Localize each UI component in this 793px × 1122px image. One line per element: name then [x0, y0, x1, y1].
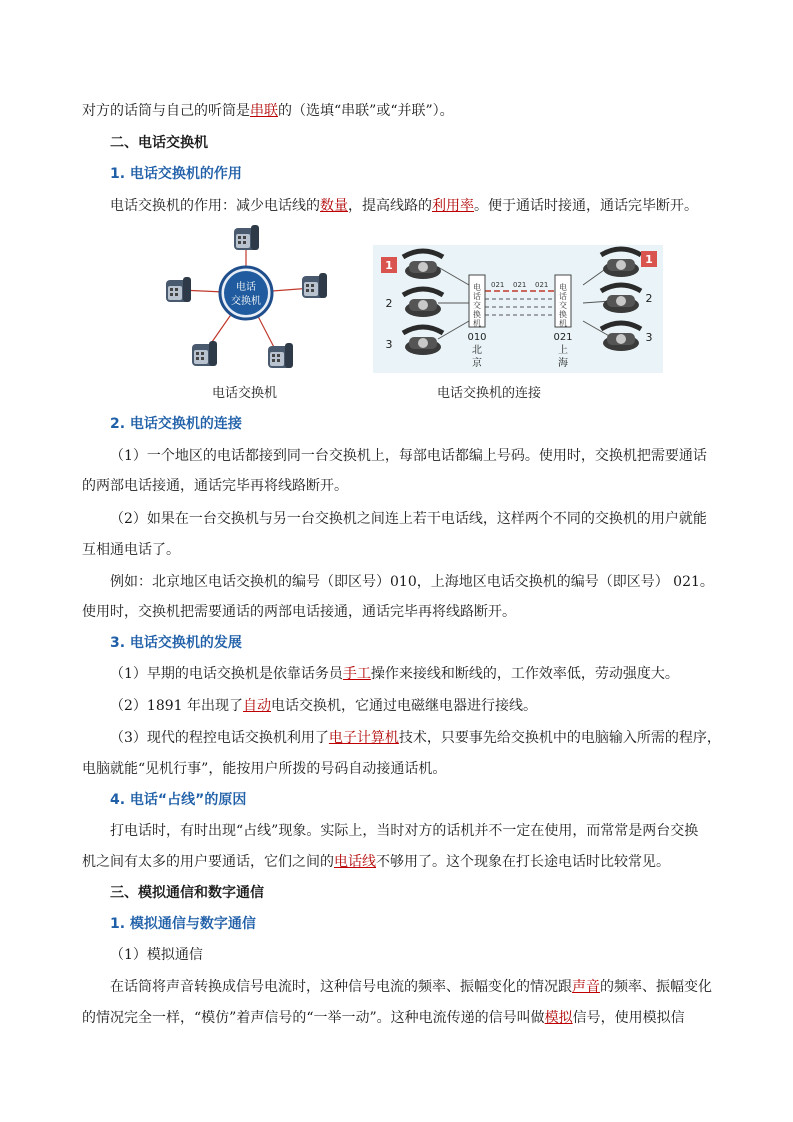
subheading-busy-reason: 4. 电话“占线”的原因: [110, 792, 247, 808]
subheading-switch-role: 1. 电话交换机的作用: [110, 166, 242, 182]
answer-text: 自动: [243, 698, 271, 714]
line-code: 021: [535, 281, 549, 289]
switch-star-figure: [150, 220, 350, 380]
area-code-shanghai: 021: [553, 332, 573, 343]
text: 。便于通话时接通，通话完毕断开。: [474, 198, 698, 214]
line-code: 021: [491, 281, 505, 289]
subheading-analog-digital: 1. 模拟通信与数字通信: [110, 916, 256, 932]
city-shanghai: 海: [558, 358, 568, 369]
phone-label: 1: [385, 259, 393, 272]
paragraph-conn-3a: 例如：北京地区电话交换机的编号（即区号）010，上海地区电话交换机的编号（即区号） 021。: [110, 574, 714, 590]
switch-box-text: 电话交换机: [559, 283, 567, 328]
text: 的（选填“串联”或“并联”）。: [278, 103, 454, 119]
phone-label: 3: [385, 338, 393, 351]
subheading-switch-connection: 2. 电话交换机的连接: [110, 416, 242, 432]
paragraph-analog-a: [110, 977, 712, 997]
phone-label: 2: [385, 297, 393, 310]
switch-label-2: 交换机: [231, 296, 261, 307]
paragraph-conn-1a: （1）一个地区的电话都接到同一台交换机上，每部电话都编上号码。使用时，交换机把需要通话: [110, 448, 707, 464]
paragraph-dev-3: [110, 728, 721, 748]
text: （2）1891 年出现了: [110, 698, 243, 714]
paragraph-dev-2: [110, 696, 537, 716]
paragraph-conn-2a: （2）如果在一台交换机与另一台交换机之间连上若干电话线，这样两个不同的交换机的用户就能: [110, 511, 707, 527]
telephone-icon: [302, 273, 327, 298]
switch-connection-figure: [373, 245, 663, 373]
text: 电话交换机，它通过电磁继电器进行接线。: [271, 698, 537, 714]
paragraph-dev-3c: 电脑就能“见机行事”，能按用户所拨的号码自动接通话机。: [82, 761, 447, 777]
paragraph-conn-1b: 的两部电话接通，通话完毕再将线路断开。: [82, 478, 348, 494]
text: ，提高线路的: [348, 198, 432, 214]
text: （3）现代的程控电话交换机利用了: [110, 730, 329, 746]
phone-label: 1: [645, 253, 653, 266]
answer-text: 电话线: [334, 854, 376, 870]
answer-text: 电子计算机: [328, 730, 399, 746]
city-beijing: 北: [472, 345, 482, 356]
text: 电话交换机的作用：减少电话线的: [110, 198, 320, 214]
paragraph-dev-1: [110, 664, 679, 684]
answer-text: 利用率: [432, 198, 474, 214]
answer-text: 数量: [320, 198, 348, 214]
phone-label: 2: [645, 292, 653, 305]
paragraph-busy-a: 打电话时，有时出现“占线”现象。实际上，当时对方的话机并不一定在使用，而常常是两台交换: [110, 823, 699, 839]
answer-text: 模拟: [544, 1010, 573, 1026]
switch-box-text: 电话交换机: [473, 283, 481, 328]
text: 信号，使用模拟信: [572, 1010, 685, 1026]
text: 对方的话筒与自己的听筒是: [82, 103, 250, 119]
figure-caption-connection: 电话交换机的连接: [437, 386, 542, 401]
answer-text: 手工: [342, 666, 371, 682]
text: 的频率、振幅变化: [600, 979, 712, 995]
telephone-icon: [234, 225, 259, 250]
text: 操作来接线和断线的，工作效率低，劳动强度大。: [370, 666, 679, 682]
paragraph-role: [110, 196, 698, 216]
answer-text: 声音: [572, 979, 600, 995]
city-beijing: 京: [472, 358, 482, 369]
paragraph-conn-3b: 使用时，交换机把需要通话的两部电话接通，通话完毕再将线路断开。: [82, 604, 516, 620]
city-shanghai: 上: [558, 345, 568, 356]
switch-core: [224, 271, 268, 315]
text: 不够用了。这个现象在打长途电话时比较常见。: [376, 854, 670, 870]
switch-label-1: 电话: [236, 282, 256, 293]
telephone-icon: [192, 341, 217, 366]
phone-label: 3: [645, 331, 653, 344]
text: 的情况完全一样，“模仿”着声信号的“一举一动”。这种电流传递的信号叫做: [82, 1010, 545, 1026]
paragraph-top: [82, 101, 454, 121]
paragraph-conn-2b: 互相通电话了。: [82, 542, 180, 558]
telephone-icon: [268, 343, 293, 368]
text: 技术，只要事先给交换机中的电脑输入所需的程序，: [398, 730, 721, 746]
answer-text: 串联: [250, 103, 278, 119]
text: （1）早期的电话交换机是依靠话务员: [110, 666, 343, 682]
text: 机之间有太多的用户要通话，它们之间的: [82, 854, 334, 870]
paragraph-analog-c: [82, 1008, 685, 1028]
paragraph-analog-sub: （1）模拟通信: [110, 947, 203, 963]
section-heading-signal: 三、模拟通信和数字通信: [110, 885, 264, 901]
line-code: 021: [513, 281, 527, 289]
figure-caption-star: 电话交换机: [212, 386, 278, 401]
telephone-icon: [166, 277, 191, 302]
section-heading-switch: 二、电话交换机: [110, 135, 208, 151]
paragraph-busy-b: [82, 852, 670, 872]
text: 在话筒将声音转换成信号电流时，这种信号电流的频率、振幅变化的情况跟: [110, 979, 572, 995]
subheading-switch-development: 3. 电话交换机的发展: [110, 635, 242, 651]
area-code-beijing: 010: [467, 332, 487, 343]
